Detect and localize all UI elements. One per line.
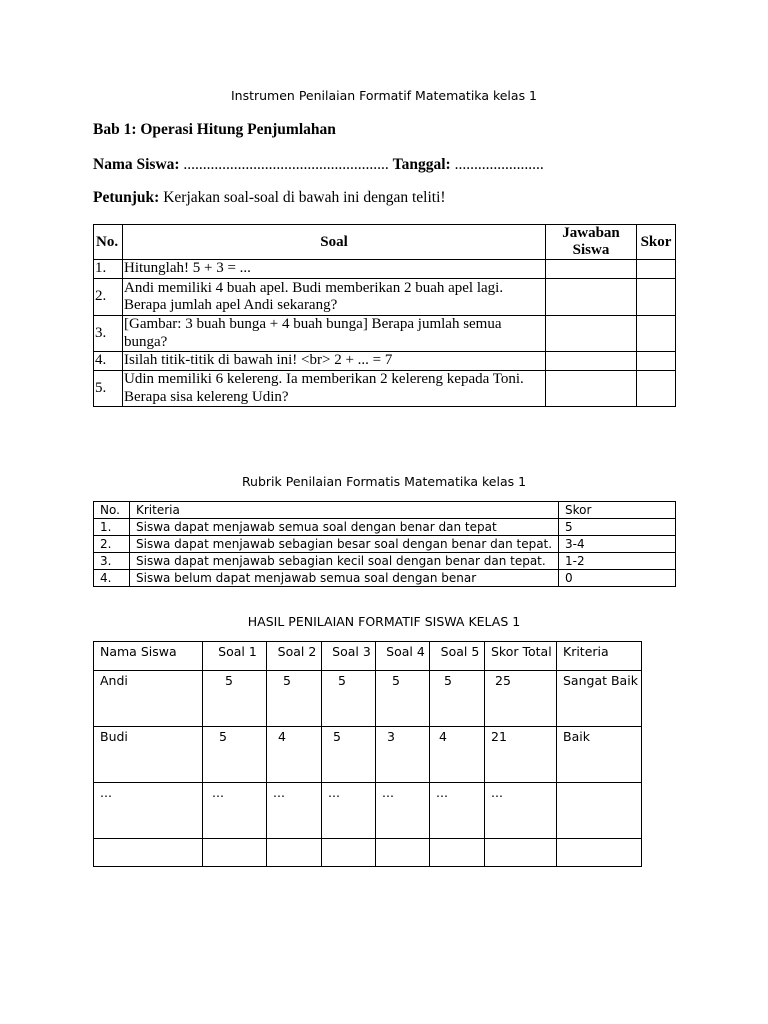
score-soal-3: 5 xyxy=(322,671,376,727)
rubric-kriteria: Siswa dapat menjawab sebagian besar soal dengan benar dan tepat. xyxy=(130,536,559,553)
results-row xyxy=(94,671,642,727)
score-soal-2: ... xyxy=(267,783,322,839)
instruction-line xyxy=(93,189,446,207)
chapter-heading: Bab 1: Operasi Hitung Penjumlahan xyxy=(93,121,336,138)
answer-cell xyxy=(546,260,637,279)
score-soal-4: 3 xyxy=(376,727,430,783)
score-soal-3: ... xyxy=(322,783,376,839)
results-header-cell: Soal 5 xyxy=(430,642,485,671)
rubric-no: 2. xyxy=(94,536,130,553)
question-text: Andi memiliki 4 buah apel. Budi memberikan 2 buah apel lagi. Berapa jumlah apel Andi sekarang? xyxy=(123,279,546,316)
results-header-cell: Skor Total xyxy=(485,642,557,671)
question-number: 3. xyxy=(94,316,123,352)
date-label: Tanggal: xyxy=(392,156,451,173)
answer-cell xyxy=(546,352,637,371)
score-soal-5 xyxy=(430,839,485,867)
student-criteria: Baik xyxy=(557,727,642,783)
score-cell xyxy=(637,352,676,371)
question-number: 4. xyxy=(94,352,123,371)
student-name: ... xyxy=(94,783,203,839)
score-soal-2: 5 xyxy=(267,671,322,727)
rubric-title: Rubrik Penilaian Formatis Matematika kelas 1 xyxy=(241,474,527,489)
score-soal-1: ... xyxy=(203,783,267,839)
results-header-cell: Soal 4 xyxy=(376,642,430,671)
score-soal-1: 5 xyxy=(203,727,267,783)
header-skor: Skor xyxy=(637,225,676,260)
rubric-skor: 0 xyxy=(559,570,676,587)
question-number: 1. xyxy=(94,260,123,279)
score-cell xyxy=(637,260,676,279)
score-soal-3 xyxy=(322,839,376,867)
header-soal: Soal xyxy=(123,225,546,260)
question-text: Udin memiliki 6 kelereng. Ia memberikan 2 kelereng kepada Toni. Berapa sisa kelereng Udin? xyxy=(123,371,546,407)
rubric-skor: 5 xyxy=(559,519,676,536)
score-cell xyxy=(637,279,676,316)
score-soal-1 xyxy=(203,839,267,867)
score-soal-1: 5 xyxy=(203,671,267,727)
rubric-row xyxy=(94,553,676,570)
score-cell xyxy=(637,371,676,407)
results-header-cell: Kriteria xyxy=(557,642,642,671)
rubric-skor: 1-2 xyxy=(559,553,676,570)
score-cell xyxy=(637,316,676,352)
student-criteria: Sangat Baik xyxy=(557,671,642,727)
score-soal-3: 5 xyxy=(322,727,376,783)
header-no: No. xyxy=(94,225,123,260)
question-text: [Gambar: 3 buah bunga + 4 buah bunga] Berapa jumlah semua bunga? xyxy=(123,316,546,352)
results-title: HASIL PENILAIAN FORMATIF SISWA KELAS 1 xyxy=(247,614,521,629)
results-header-cell: Soal 3 xyxy=(322,642,376,671)
results-header-cell: Soal 1 xyxy=(203,642,267,671)
score-total xyxy=(485,839,557,867)
results-header-cell: Soal 2 xyxy=(267,642,322,671)
answer-cell xyxy=(546,371,637,407)
score-total: ... xyxy=(485,783,557,839)
rubric-table xyxy=(93,501,676,587)
student-criteria xyxy=(557,783,642,839)
question-table-header xyxy=(94,225,676,260)
rubric-header-no: No. xyxy=(94,502,130,519)
score-soal-2: 4 xyxy=(267,727,322,783)
rubric-header-skor: Skor xyxy=(559,502,676,519)
question-row xyxy=(94,352,676,371)
score-total: 21 xyxy=(485,727,557,783)
question-number: 2. xyxy=(94,279,123,316)
score-soal-5: 4 xyxy=(430,727,485,783)
instruction-label: Petunjuk: xyxy=(93,189,160,206)
score-soal-2 xyxy=(267,839,322,867)
rubric-header-kriteria: Kriteria xyxy=(130,502,559,519)
results-row xyxy=(94,839,642,867)
score-total: 25 xyxy=(485,671,557,727)
student-info-line xyxy=(93,156,544,174)
rubric-header xyxy=(94,502,676,519)
score-soal-4: ... xyxy=(376,783,430,839)
answer-cell xyxy=(546,316,637,352)
header-jawaban: Jawaban Siswa xyxy=(546,225,637,260)
results-row xyxy=(94,783,642,839)
rubric-no: 3. xyxy=(94,553,130,570)
results-row xyxy=(94,727,642,783)
rubric-kriteria: Siswa belum dapat menjawab semua soal dengan benar xyxy=(130,570,559,587)
results-header xyxy=(94,642,642,671)
rubric-kriteria: Siswa dapat menjawab semua soal dengan benar dan tepat xyxy=(130,519,559,536)
student-name: Budi xyxy=(94,727,203,783)
student-name xyxy=(94,839,203,867)
rubric-no: 1. xyxy=(94,519,130,536)
rubric-row xyxy=(94,519,676,536)
score-soal-4 xyxy=(376,839,430,867)
question-row xyxy=(94,316,676,352)
student-name-blank: ..................................................... xyxy=(179,156,389,173)
question-row xyxy=(94,371,676,407)
rubric-kriteria: Siswa dapat menjawab sebagian kecil soal dengan benar dan tepat. xyxy=(130,553,559,570)
question-number: 5. xyxy=(94,371,123,407)
results-header-cell: Nama Siswa xyxy=(94,642,203,671)
score-soal-5: 5 xyxy=(430,671,485,727)
score-soal-5: ... xyxy=(430,783,485,839)
question-text: Isilah titik-titik di bawah ini! <br> 2 + ... = 7 xyxy=(123,352,546,371)
date-blank: ....................... xyxy=(450,156,544,173)
instrument-title: Instrumen Penilaian Formatif Matematika kelas 1 xyxy=(230,88,538,103)
rubric-row xyxy=(94,536,676,553)
student-criteria xyxy=(557,839,642,867)
question-table xyxy=(93,224,676,407)
results-table xyxy=(93,641,642,867)
answer-cell xyxy=(546,279,637,316)
score-soal-4: 5 xyxy=(376,671,430,727)
question-text: Hitunglah! 5 + 3 = ... xyxy=(123,260,546,279)
rubric-row xyxy=(94,570,676,587)
student-name: Andi xyxy=(94,671,203,727)
rubric-skor: 3-4 xyxy=(559,536,676,553)
student-name-label: Nama Siswa: xyxy=(93,156,180,173)
rubric-no: 4. xyxy=(94,570,130,587)
instruction-text: Kerjakan soal-soal di bawah ini dengan teliti! xyxy=(159,189,446,206)
question-row xyxy=(94,260,676,279)
question-row xyxy=(94,279,676,316)
